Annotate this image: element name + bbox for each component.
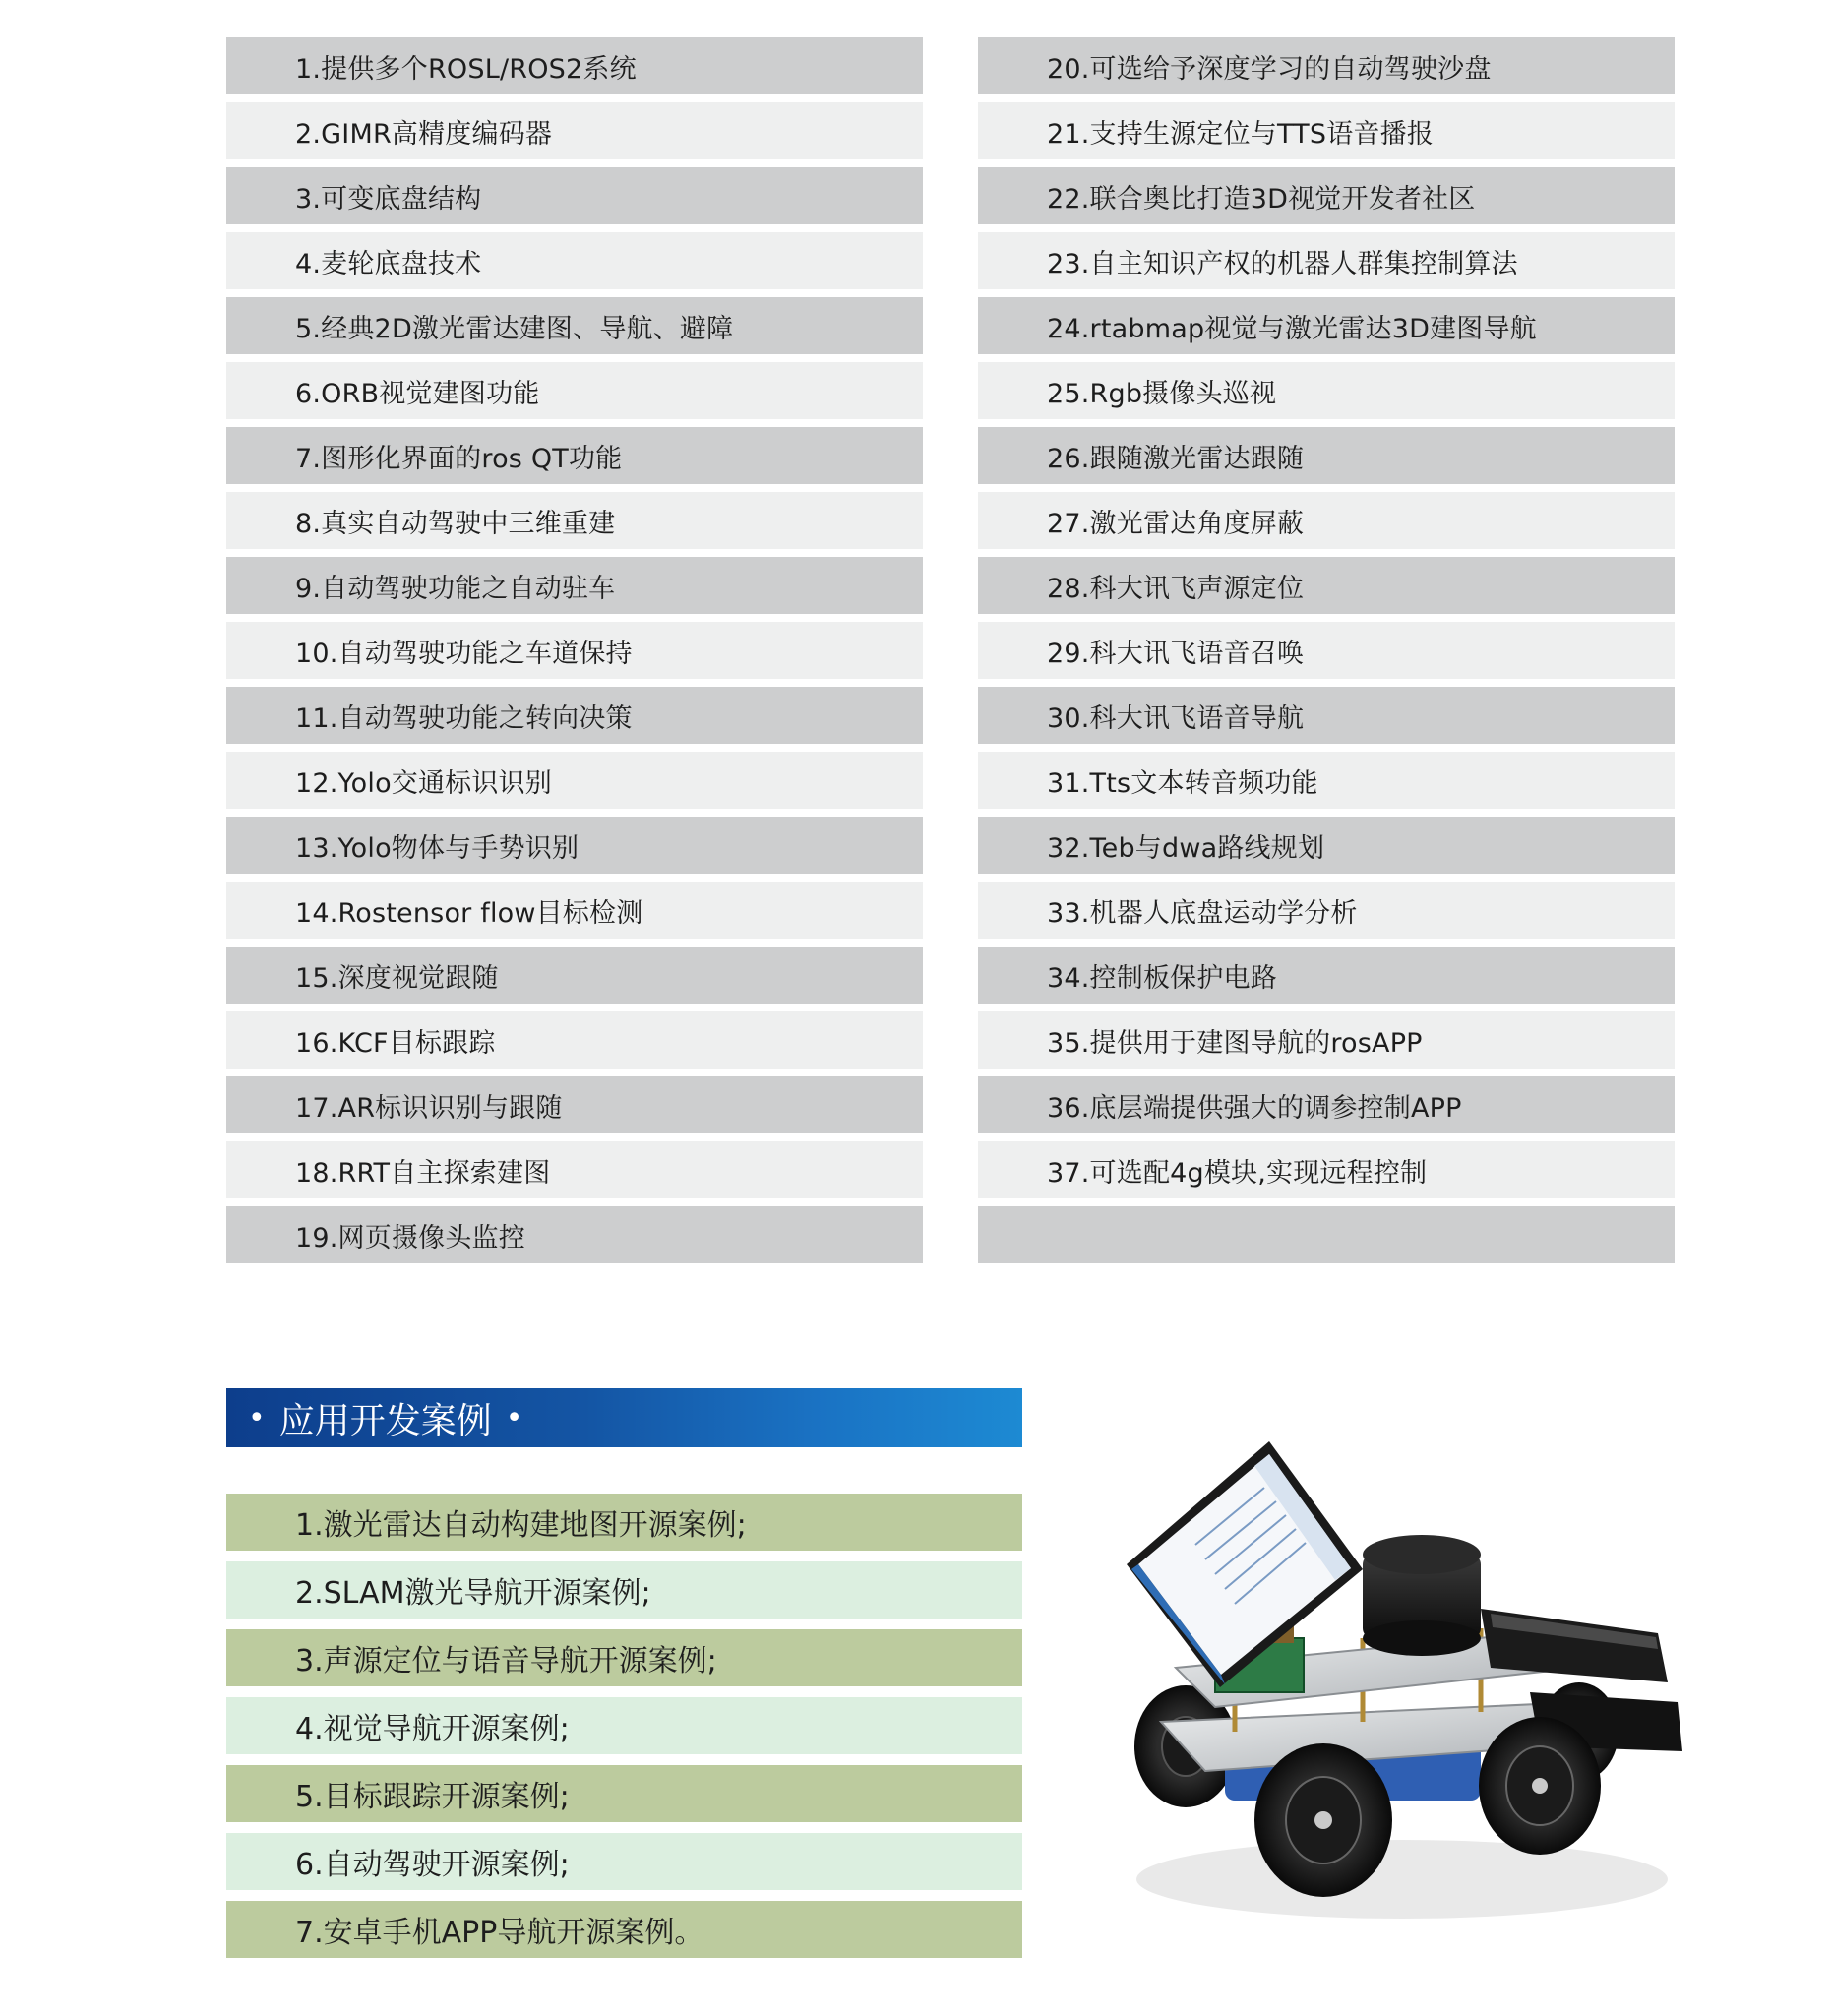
feature-item: 8.真实自动驾驶中三维重建: [226, 492, 923, 549]
feature-item: 5.经典2D激光雷达建图、导航、避障: [226, 297, 923, 354]
feature-item: 25.Rgb摄像头巡视: [978, 362, 1675, 419]
feature-item: 2.GIMR高精度编码器: [226, 102, 923, 159]
feature-item: 18.RRT自主探索建图: [226, 1141, 923, 1198]
header-dot-right: •: [505, 1400, 523, 1436]
case-list: [226, 1494, 1022, 1969]
touchscreen-display: [1127, 1441, 1363, 1687]
case-item: 4.视觉导航开源案例;: [226, 1697, 1022, 1754]
feature-item: 23.自主知识产权的机器人群集控制算法: [978, 232, 1675, 289]
feature-item: 19.网页摄像头监控: [226, 1206, 923, 1263]
header-dot-left: •: [248, 1400, 266, 1436]
feature-item: 15.深度视觉跟随: [226, 947, 923, 1004]
front-wheel-right: [1479, 1717, 1601, 1855]
lidar-sensor: [1363, 1535, 1481, 1656]
feature-list-right: [978, 37, 1675, 1271]
feature-item: 34.控制板保护电路: [978, 947, 1675, 1004]
feature-item: 7.图形化界面的ros QT功能: [226, 427, 923, 484]
robot-car-illustration: [1068, 1407, 1697, 1938]
feature-item: 21.支持生源定位与TTS语音播报: [978, 102, 1675, 159]
feature-item: 32.Teb与dwa路线规划: [978, 817, 1675, 874]
feature-item: 20.可选给予深度学习的自动驾驶沙盘: [978, 37, 1675, 94]
feature-item: 29.科大讯飞语音召唤: [978, 622, 1675, 679]
section-title: 应用开发案例: [278, 1400, 492, 1441]
feature-list-left: [226, 37, 923, 1271]
feature-item: 28.科大讯飞声源定位: [978, 557, 1675, 614]
feature-item: 24.rtabmap视觉与激光雷达3D建图导航: [978, 297, 1675, 354]
feature-item: 26.跟随激光雷达跟随: [978, 427, 1675, 484]
front-wheel-left: [1254, 1743, 1392, 1897]
feature-item: 1.提供多个ROSL/ROS2系统: [226, 37, 923, 94]
feature-item: 37.可选配4g模块,实现远程控制: [978, 1141, 1675, 1198]
case-item: 1.激光雷达自动构建地图开源案例;: [226, 1494, 1022, 1551]
feature-item: 13.Yolo物体与手势识别: [226, 817, 923, 874]
feature-item: 30.科大讯飞语音导航: [978, 687, 1675, 744]
case-item: 3.声源定位与语音导航开源案例;: [226, 1629, 1022, 1686]
feature-item: 11.自动驾驶功能之转向决策: [226, 687, 923, 744]
feature-item: 6.ORB视觉建图功能: [226, 362, 923, 419]
feature-item: 12.Yolo交通标识识别: [226, 752, 923, 809]
feature-item: 31.Tts文本转音频功能: [978, 752, 1675, 809]
section-header: [226, 1388, 1022, 1447]
feature-item: 3.可变底盘结构: [226, 167, 923, 224]
feature-item: 9.自动驾驶功能之自动驻车: [226, 557, 923, 614]
case-item: 5.目标跟踪开源案例;: [226, 1765, 1022, 1822]
feature-item: 10.自动驾驶功能之车道保持: [226, 622, 923, 679]
feature-item: 36.底层端提供强大的调参控制APP: [978, 1076, 1675, 1133]
feature-item: 33.机器人底盘运动学分析: [978, 882, 1675, 939]
feature-item: 4.麦轮底盘技术: [226, 232, 923, 289]
feature-item: 14.Rostensor flow目标检测: [226, 882, 923, 939]
feature-item: 17.AR标识识别与跟随: [226, 1076, 923, 1133]
case-item: 6.自动驾驶开源案例;: [226, 1833, 1022, 1890]
case-item: 7.安卓手机APP导航开源案例。: [226, 1901, 1022, 1958]
feature-item: 27.激光雷达角度屏蔽: [978, 492, 1675, 549]
feature-item: 35.提供用于建图导航的rosAPP: [978, 1011, 1675, 1069]
feature-item: 16.KCF目标跟踪: [226, 1011, 923, 1069]
case-item: 2.SLAM激光导航开源案例;: [226, 1561, 1022, 1619]
feature-item-empty: [978, 1206, 1675, 1263]
feature-item: 22.联合奥比打造3D视觉开发者社区: [978, 167, 1675, 224]
